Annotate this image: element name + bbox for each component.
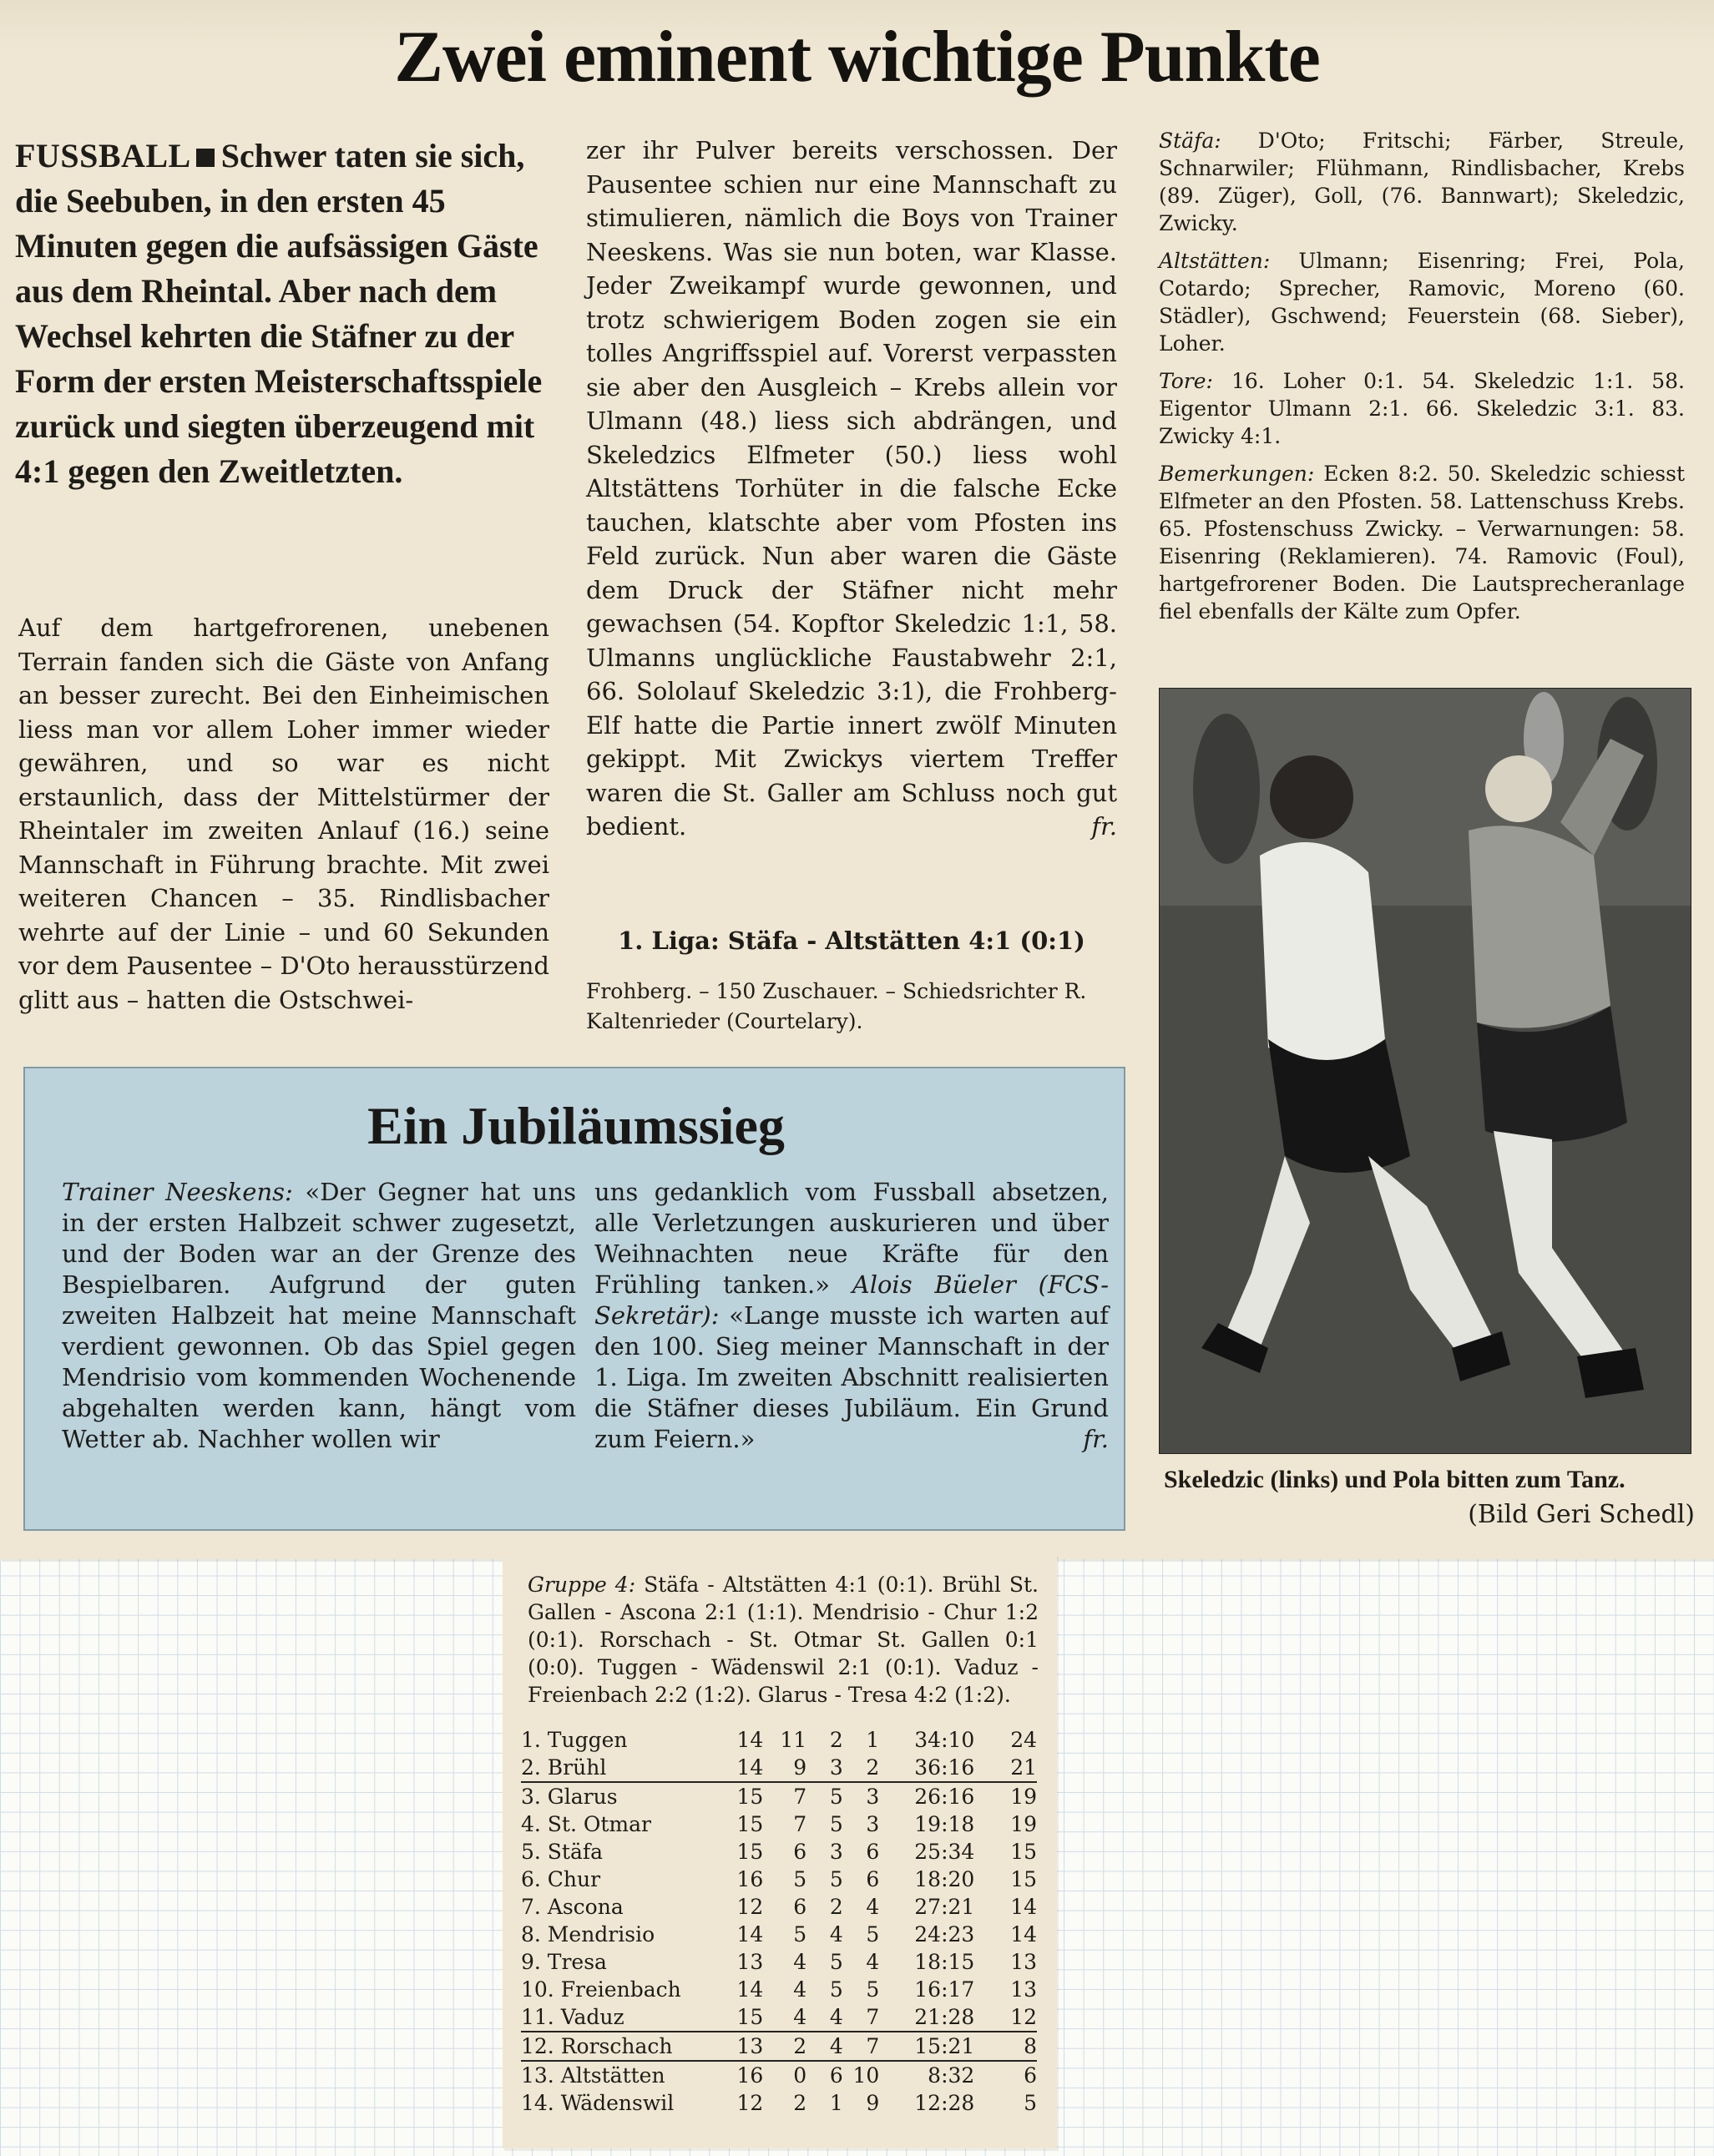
- cell-l: 1: [866, 1728, 880, 1752]
- cell-team: 9. Tresa: [521, 1950, 607, 1974]
- cell-goals: 18:15: [914, 1950, 975, 1974]
- cell-p: 16: [720, 2061, 763, 2089]
- table-row: [521, 2061, 1037, 2089]
- cell-pts: 21: [1010, 1755, 1037, 1780]
- cell-pts: 5: [1024, 2091, 1037, 2115]
- cell-p: 15: [720, 1782, 763, 1810]
- table-row: [521, 1866, 1037, 1893]
- cell-d: 4: [806, 2032, 843, 2061]
- cell-d: 1: [829, 2091, 843, 2115]
- cell-pts: 14: [1010, 1895, 1037, 1919]
- cell-w: 6: [793, 1895, 807, 1919]
- cell-goals: 34:10: [914, 1728, 975, 1752]
- cell-team: 5. Stäfa: [521, 1840, 604, 1864]
- cell-team: 14. Wädenswil: [521, 2091, 675, 2115]
- cell-goals: 27:21: [914, 1895, 975, 1919]
- group-results: [528, 1571, 1039, 1709]
- cell-team: 8. Mendrisio: [521, 1922, 655, 1946]
- cell-w: 4: [793, 1950, 807, 1974]
- body-column-2: [586, 134, 1117, 844]
- cell-d: 4: [829, 2005, 843, 2029]
- cell-team: 2. Brühl: [521, 1755, 607, 1780]
- cell-p: 14: [736, 1977, 764, 2002]
- cell-pts: 19: [974, 1782, 1037, 1810]
- cell-team: 6. Chur: [521, 1867, 601, 1891]
- cell-goals: 21:28: [914, 2005, 975, 2029]
- cell-p: 14: [736, 1755, 764, 1780]
- cell-d: 3: [829, 1755, 843, 1780]
- table-row: [521, 1726, 1037, 1754]
- lineup-text: Ulmann; Eisenring; Frei, Pola, Cotardo; Sprecher, Ramovic, Moreno (60. Städler), Gschwend; Feuerstein (68. Sieber), Loher.: [1159, 249, 1686, 356]
- quote-text: «Der Gegner hat uns in der ersten Halbzeit schwer zugesetzt, und der Boden war an der Grenze des Bespielbaren. Aufgrund der guten zweiten Halbzeit hat meine Mannschaft verdient gewonnen. Ob das Spiel gegen Mendrisio vom kommenden Wochenende abgehalten werden kann, hängt vom Wetter ab. Nachher wollen wir: [62, 1178, 577, 1453]
- league-table-clipping: [503, 1554, 1057, 2148]
- cell-l: 2: [866, 1755, 880, 1780]
- cell-l: 6: [866, 1867, 880, 1891]
- standings-table: [521, 1726, 1037, 2117]
- players-illustration: [1160, 689, 1691, 1453]
- lineup-label: Bemerkungen:: [1159, 462, 1315, 486]
- lineup-label: Altstätten:: [1159, 249, 1271, 273]
- cell-goals: 36:16: [914, 1755, 975, 1780]
- goals-list: [1159, 367, 1685, 450]
- cell-w: 4: [793, 2005, 807, 2029]
- lineup-text: D'Oto; Fritschi; Färber, Streule, Schnarwiler; Flühmann, Rindlisbacher, Krebs (89. Züger), Goll, (76. Bannwart); Skeledzic, Zwicky.: [1159, 129, 1685, 235]
- lead-text: Schwer taten sie sich, die Seebuben, in den ersten 45 Minuten gegen die aufsässigen Gäste aus dem Rheintal. Aber nach dem Wechsel kehrten die Stäfner zu der Form der ersten Meisterschaftsspiele zurück und siegten überzeugend mit 4:1 gegen den Zweitletzten.: [15, 137, 543, 490]
- cell-l: 3: [843, 1782, 880, 1810]
- cell-w: 5: [793, 1922, 807, 1946]
- body-column-2-text: zer ihr Pulver bereits verschossen. Der Pausentee schien nur eine Mannschaft zu stimulieren, nämlich die Boys von Trainer Neeskens. Was sie nun boten, war Klasse. Jeder Zweikampf wurde gewonnen, und trotz schwierigem Boden zogen sie ein tolles Angriffsspiel auf. Vorerst verpassten sie aber den Ausgleich – Krebs allein vor Ulmann (48.) liess sich abdrängen, und Skeledzics Elfmeter (50.) liess wohl Altstättens Torhüter in die falsche Ecke tauchen, klatschte aber vom Pfosten ins Feld zurück. Nun aber waren die Gäste dem Druck der Stäfner nicht mehr gewachsen (54. Kopftor Skeledzic 1:1, 58. Ulmanns unglückliche Faustabwehr 2:1, 66. Sololauf Skeledzic 3:1), die Frohberg-Elf hatte die Partie innert zwölf Minuten gekippt. Mit Zwickys viertem Treffer waren die St. Galler am Schluss noch gut bedient.: [586, 136, 1117, 841]
- cell-p: 13: [720, 2032, 763, 2061]
- cell-p: 16: [736, 1867, 764, 1891]
- lineup-label: Stäfa:: [1159, 129, 1221, 153]
- lineup-staefa: [1159, 127, 1685, 237]
- cell-w: 9: [793, 1755, 807, 1780]
- cell-d: 5: [829, 1812, 843, 1836]
- cell-w: 6: [793, 1840, 807, 1864]
- speaker-name: Trainer Neeskens:: [62, 1178, 293, 1206]
- cell-d: 2: [829, 1895, 843, 1919]
- cell-goals: 16:17: [914, 1977, 975, 2002]
- lineup-altstaetten: [1159, 247, 1685, 357]
- table-row: [521, 2032, 1037, 2061]
- cell-d: 3: [829, 1840, 843, 1864]
- cell-l: 4: [866, 1950, 880, 1974]
- lineup-text: Ecken 8:2. 50. Skeledzic schiesst Elfmeter an den Pfosten. 58. Lattenschuss Krebs. 65. Pfostenschuss Zwicky. – Verwarnungen: 58. Eisenring (Reklamieren). 74. Ramovic (Foul), hartgefrorener Boden. Die Lautsprecheranlage fiel ebenfalls der Kälte zum Opfer.: [1159, 462, 1685, 624]
- cell-pts: 15: [1010, 1840, 1037, 1864]
- cell-goals: 12:28: [914, 2091, 975, 2115]
- cell-w: 0: [763, 2061, 806, 2089]
- group-label: Gruppe 4:: [528, 1573, 636, 1597]
- cell-l: 4: [866, 1895, 880, 1919]
- lineup-label: Tore:: [1159, 369, 1213, 393]
- match-photo: [1159, 688, 1691, 1454]
- lineups: [1159, 127, 1685, 635]
- table-row: [521, 2089, 1037, 2117]
- cell-d: 4: [829, 1922, 843, 1946]
- table-row: [521, 1838, 1037, 1866]
- body-column-1: Auf dem hartgefrorenen, unebenen Terrain fanden sich die Gäste von Anfang an besser zurecht. Bei den Einheimischen liess man vor allem Loher immer wieder gewähren, und so war es nicht erstaunlich, dass der Mittelstürmer der Rheintaler im zweiten Anlauf (16.) seine Mannschaft in Führung brachte. Mit zwei weiteren Chancen – 35. Rindlisbacher wehrte auf der Linie – und 60 Sekunden vor dem Pausentee – D'Oto herausstürzend glitt aus – hatten die Ostschwei-: [18, 613, 549, 1014]
- cell-l: 7: [866, 2005, 880, 2029]
- table-row: [521, 1976, 1037, 2003]
- cell-w: 4: [793, 1977, 807, 2002]
- cell-d: 5: [829, 1950, 843, 1974]
- speaker-name: Alois Büeler (FCS-Sekretär):: [594, 1270, 1110, 1330]
- box-column-2: [594, 1177, 1109, 1455]
- cell-goals: 24:23: [914, 1922, 975, 1946]
- table-row: [521, 1810, 1037, 1838]
- cell-w: 2: [763, 2032, 806, 2061]
- cell-team: 13. Altstätten: [521, 2061, 720, 2089]
- cell-pts: 6: [974, 2061, 1037, 2089]
- cell-d: 6: [806, 2061, 843, 2089]
- cell-d: 2: [829, 1728, 843, 1752]
- cell-team: 7. Ascona: [521, 1895, 624, 1919]
- cell-l: 3: [866, 1812, 880, 1836]
- group-results-text: Stäfa - Altstätten 4:1 (0:1). Brühl St. Gallen - Ascona 2:1 (1:1). Mendrisio - Chur 1:2 (0:1). Rorschach - St. Otmar St. Gallen 0:1 (0:0). Tuggen - Wädenswil 2:1 (0:1). Vaduz - Freienbach 2:2 (1:2). Glarus - Tresa 4:2 (1:2).: [528, 1573, 1039, 1707]
- box-column-1: [62, 1177, 576, 1455]
- quote-text: «Lange musste ich warten auf den 100. Sieg meiner Mannschaft in der 1. Liga. Im zweiten Abschnitt realisierten die Stäfner dieses Jubiläum. Ein Grund zum Feiern.»: [594, 1301, 1110, 1453]
- cell-pts: 14: [1010, 1922, 1037, 1946]
- cell-team: 11. Vaduz: [521, 2005, 624, 2029]
- cell-w: 7: [793, 1812, 807, 1836]
- cell-p: 12: [736, 2091, 764, 2115]
- table-row: [521, 2003, 1037, 2032]
- cell-d: 5: [829, 1867, 843, 1891]
- cell-l: 10: [843, 2061, 880, 2089]
- photo-credit: (Bild Geri Schedl): [1468, 1500, 1695, 1529]
- cell-p: 15: [736, 2005, 764, 2029]
- cell-w: 5: [793, 1867, 807, 1891]
- cell-l: 5: [866, 1977, 880, 2002]
- cell-team: 3. Glarus: [521, 1782, 720, 1810]
- cell-p: 15: [736, 1840, 764, 1864]
- cell-p: 14: [736, 1922, 764, 1946]
- table-row: [521, 1893, 1037, 1921]
- cell-pts: 19: [1010, 1812, 1037, 1836]
- cell-goals: 15:21: [879, 2032, 974, 2061]
- author-signature: fr.: [1091, 812, 1117, 841]
- cell-p: 14: [736, 1728, 764, 1752]
- match-info: Frohberg. – 150 Zuschauer. – Schiedsrichter R. Kaltenrieder (Courtelary).: [586, 979, 1087, 1033]
- cell-l: 7: [843, 2032, 880, 2061]
- table-row: [521, 1948, 1037, 1976]
- table-row: [521, 1782, 1037, 1810]
- box-signature: fr.: [1083, 1425, 1109, 1453]
- quote-box: [23, 1067, 1125, 1531]
- cell-pts: 15: [1010, 1867, 1037, 1891]
- cell-d: 5: [829, 1977, 843, 2002]
- cell-p: 12: [736, 1895, 764, 1919]
- cell-pts: 24: [1010, 1728, 1037, 1752]
- cell-pts: 12: [1010, 2005, 1037, 2029]
- kicker: FUSSBALL: [15, 137, 191, 174]
- cell-goals: 26:16: [879, 1782, 974, 1810]
- remarks: [1159, 460, 1685, 625]
- cell-p: 15: [736, 1812, 764, 1836]
- score-heading: 1. Liga: Stäfa - Altstätten 4:1 (0:1): [618, 927, 1085, 955]
- cell-w: 2: [793, 2091, 807, 2115]
- cell-pts: 13: [1010, 1950, 1037, 1974]
- table-row: [521, 1921, 1037, 1948]
- cell-p: 13: [736, 1950, 764, 1974]
- cell-team: 12. Rorschach: [521, 2032, 720, 2061]
- cell-l: 6: [866, 1840, 880, 1864]
- box-title: Ein Jubiläumssieg: [367, 1096, 785, 1155]
- lineup-text: 16. Loher 0:1. 54. Skeledzic 1:1. 58. Eigentor Ulmann 2:1. 66. Skeledzic 3:1. 83. Zwicky 4:1.: [1159, 369, 1685, 448]
- photo-caption: [1164, 1462, 1695, 1532]
- quote-text: uns gedanklich vom Fussball absetzen, alle Verletzungen auskurieren und über Weihnachten neue Kräfte für den Frühling tanken.»: [594, 1178, 1109, 1299]
- cell-l: 5: [866, 1922, 880, 1946]
- cell-goals: 8:32: [879, 2061, 974, 2089]
- cell-goals: 18:20: [914, 1867, 975, 1891]
- caption-text: Skeledzic (links) und Pola bitten zum Tanz.: [1164, 1466, 1626, 1493]
- cell-pts: 8: [974, 2032, 1037, 2061]
- lead-paragraph: [15, 134, 549, 494]
- cell-l: 9: [866, 2091, 880, 2115]
- table-row: [521, 1754, 1037, 1782]
- headline: Zwei eminent wichtige Punkte: [394, 17, 1320, 98]
- cell-goals: 25:34: [914, 1840, 975, 1864]
- cell-goals: 19:18: [914, 1812, 975, 1836]
- cell-d: 5: [806, 1782, 843, 1810]
- cell-team: 4. St. Otmar: [521, 1812, 651, 1836]
- cell-team: 10. Freienbach: [521, 1977, 681, 2002]
- square-bullet-icon: [196, 149, 215, 167]
- cell-team: 1. Tuggen: [521, 1728, 628, 1752]
- cell-w: 11: [780, 1728, 807, 1752]
- cell-w: 7: [763, 1782, 806, 1810]
- cell-pts: 13: [1010, 1977, 1037, 2002]
